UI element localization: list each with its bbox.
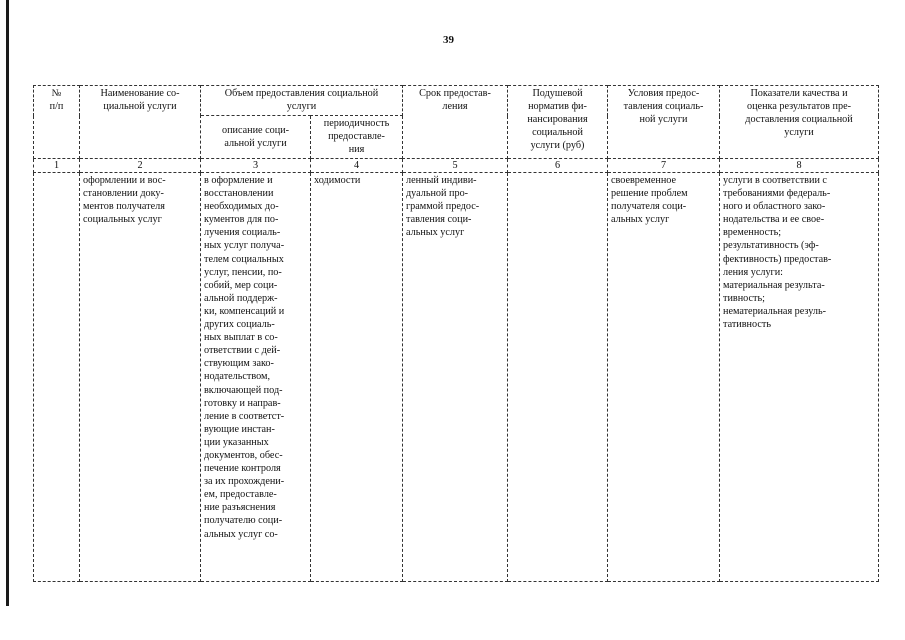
column-number-cell: 1 [34,159,80,173]
column-number-cell: 8 [720,159,879,173]
page-number: 39 [443,34,454,46]
services-table [33,85,879,582]
row-periodicity-cell: ходимости [311,173,403,582]
header-norm: Подушевой норматив фи- нансирования социальной услуги (руб) [508,86,608,159]
header-volume: Объем предоставления социальной услуги [201,86,403,116]
header-quality: Показатели качества и оценка результатов пре- доставления социальной услуги [720,86,879,159]
header-volume-periodicity: периодичность предоставле- ния [311,116,403,159]
left-margin-line [6,0,9,606]
header-num: № п/п [34,86,80,159]
row-service-name-cell: оформлении и вос- становлении доку- ментов получателя социальных услуг [80,173,201,582]
column-number-cell: 5 [403,159,508,173]
column-number-cell: 6 [508,159,608,173]
column-number-cell: 2 [80,159,201,173]
column-number-cell: 7 [608,159,720,173]
header-service-name: Наименование со- циальной услуги [80,86,201,159]
header-volume-description: описание соци- альной услуги [201,116,311,159]
row-description-cell: в оформление и восстановлении необходимых до- кументов для по- лучения социаль- ных услуг получа- телем социальных услуг, пенсии, по- собий, мер соци- альной поддерж- ки, компенсаций и других социаль- ных выплат в со- ответствии с дей- ствующим зако- нодательством, включающей под- готовку и направ- ление в соответст- вующие инстан- ции указанных документов, обес- печение контроля за их прохождени- ем, предоставле- ние разъяснения получателю соци- альных услуг со- [201,173,311,582]
row-norm-cell [508,173,608,582]
row-conditions-cell: своевременное решение проблем получателя соци- альных услуг [608,173,720,582]
row-quality-cell: услуги в соответствии с требованиями федераль- ного и областного зако- нодательства и ее свое- временность; результативность (эф- фективность) предостав- ления услуги: материальная результа- тивность; нематериальная резуль- тативность [720,173,879,582]
column-number-cell: 3 [201,159,311,173]
row-term-cell: ленный индиви- дуальной про- граммой предос- тавления соци- альных услуг [403,173,508,582]
column-number-cell: 4 [311,159,403,173]
header-conditions: Условия предос- тавления социаль- ной услуги [608,86,720,159]
row-num-cell [34,173,80,582]
header-term: Срок предостав- ления [403,86,508,159]
